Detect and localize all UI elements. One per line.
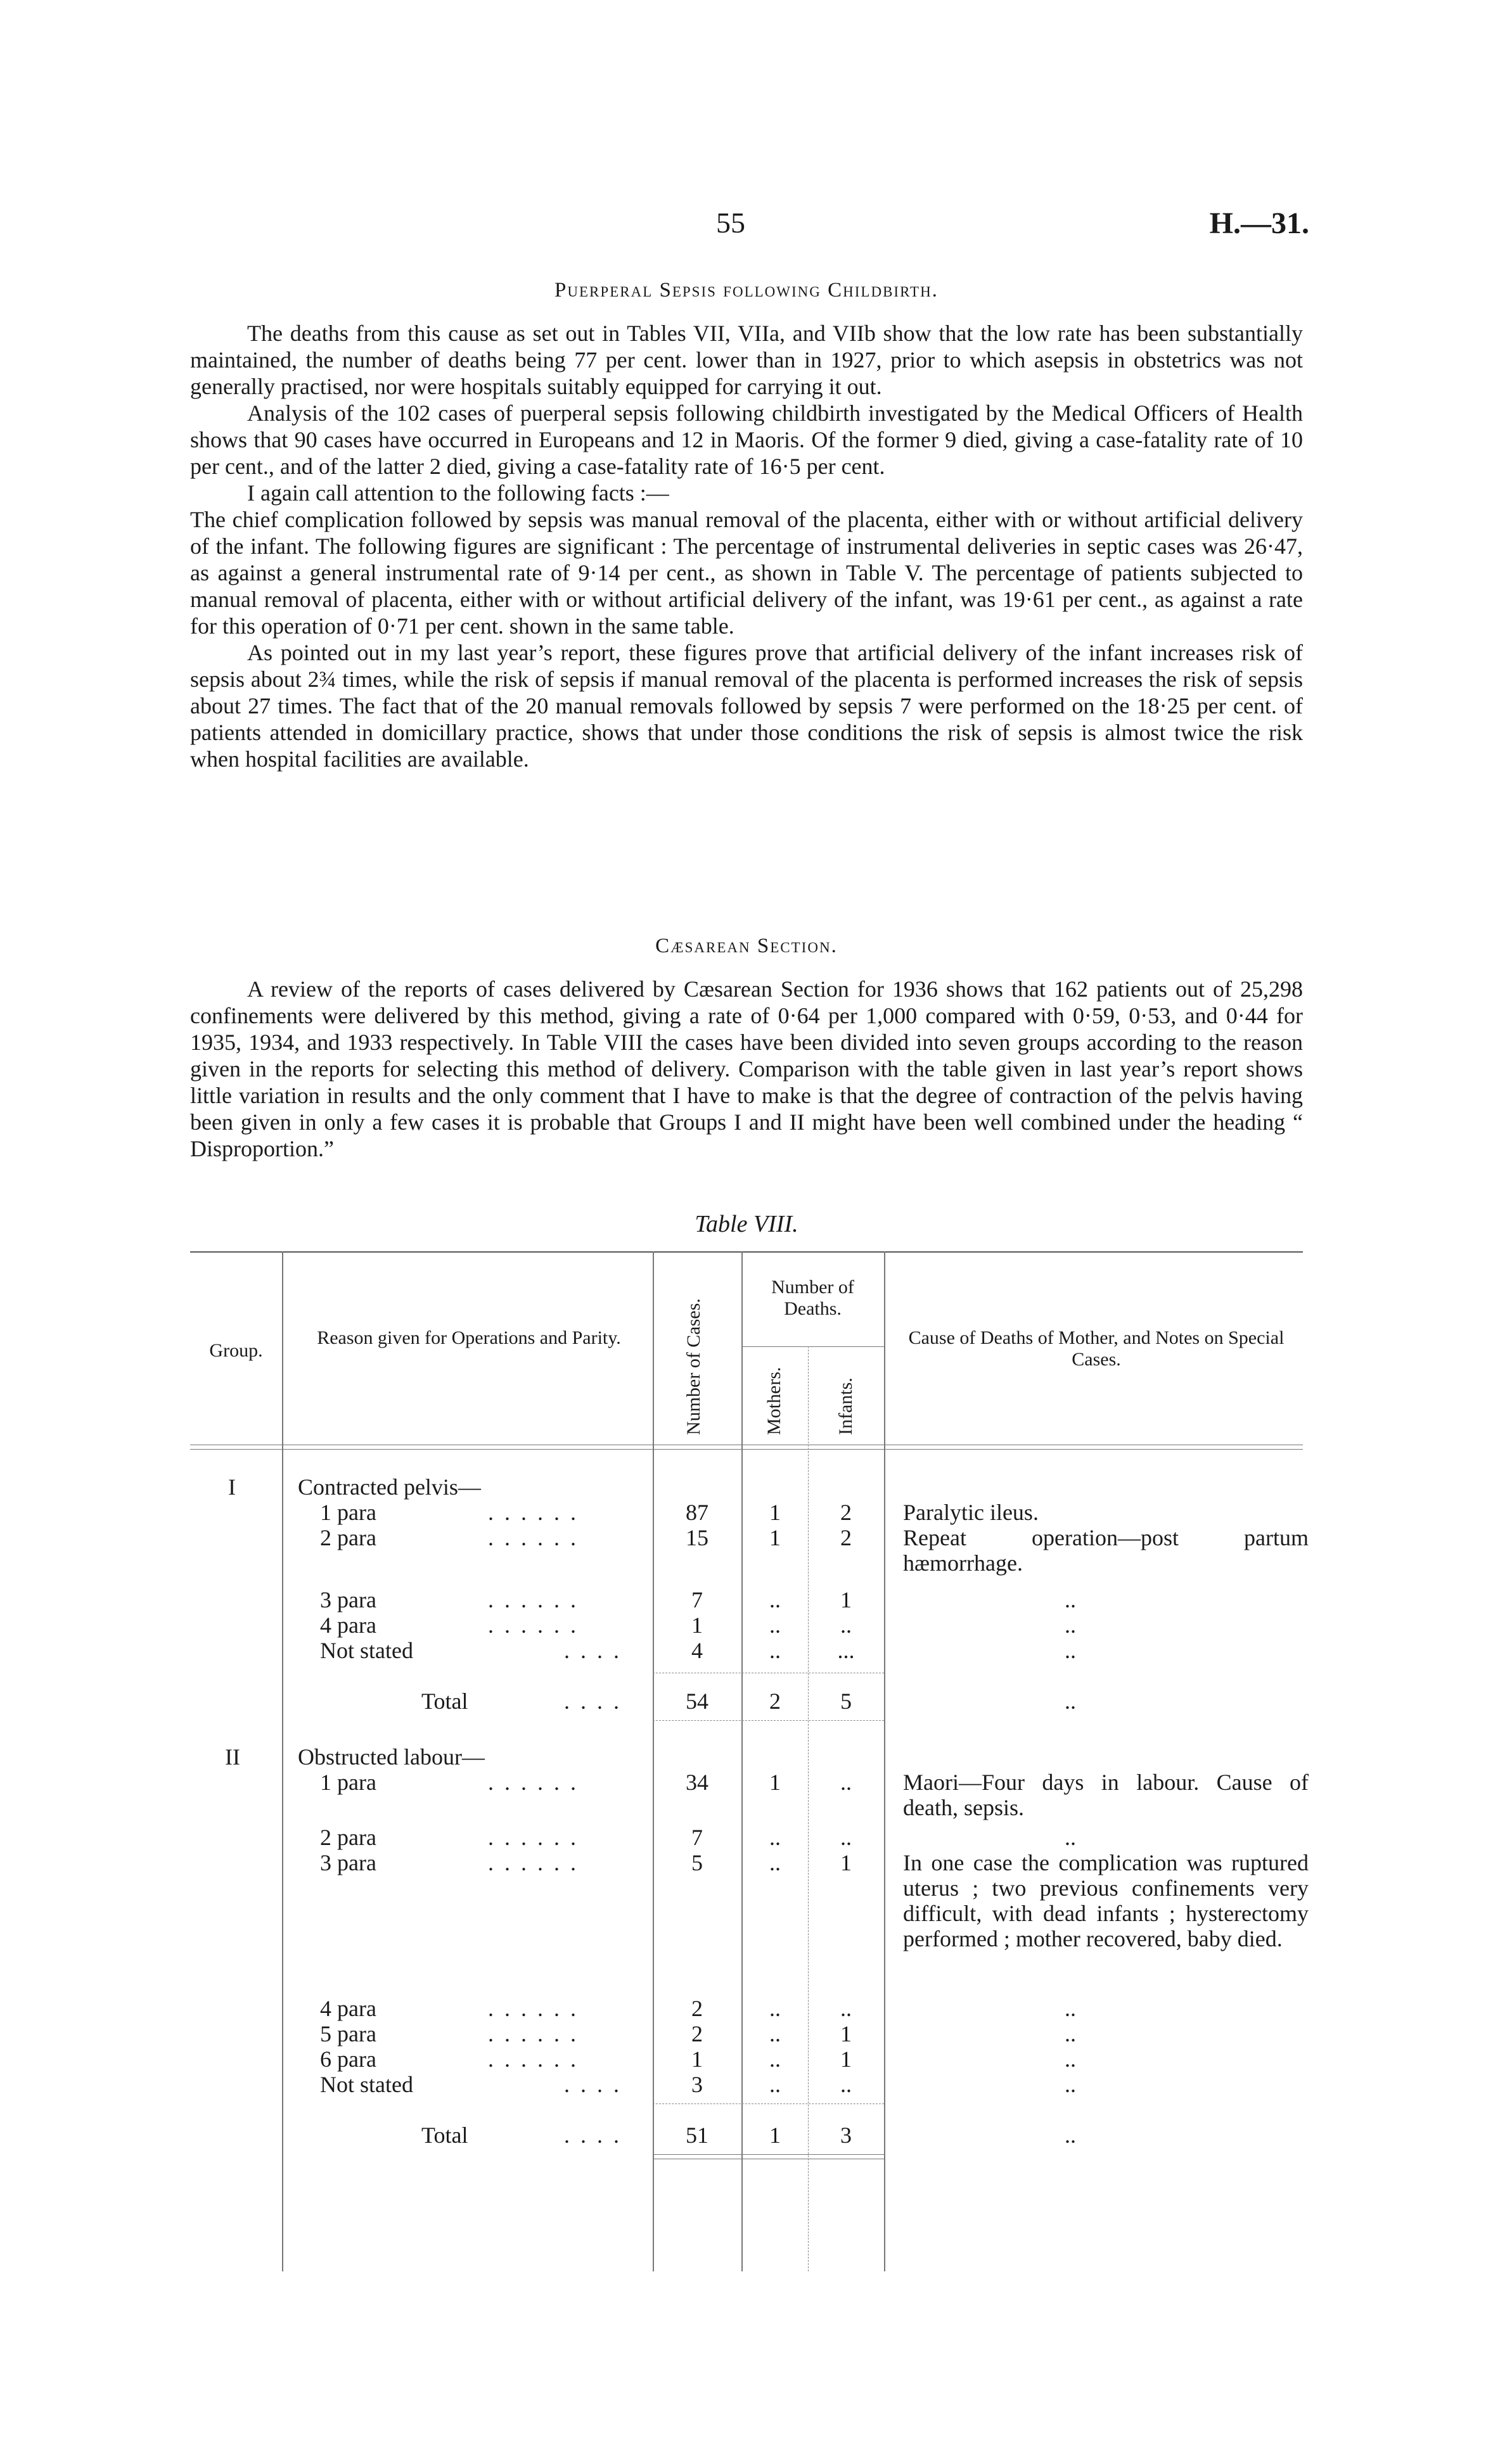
table-caption: Table VIII. — [695, 1211, 798, 1237]
row-label: 4 para — [320, 1612, 376, 1638]
cause-note: .. — [1065, 1825, 1076, 1850]
total-cases-value: 51 — [686, 2122, 708, 2148]
mothers-value: .. — [769, 1996, 781, 2021]
cause-note: .. — [1065, 1688, 1076, 1714]
leader-dots: . . . . . . — [488, 2046, 579, 2072]
infants-value: .. — [840, 1996, 852, 2021]
row-label: Not stated — [320, 1638, 413, 1663]
infants-value: 1 — [840, 2046, 852, 2072]
mothers-value: 1 — [769, 1770, 781, 1795]
total-label: Total — [421, 1688, 468, 1714]
cases-value: 4 — [691, 1638, 703, 1663]
column-rule — [282, 1251, 283, 2271]
cause-note: .. — [1065, 1638, 1076, 1663]
infants-value: ... — [837, 1638, 855, 1663]
infants-value: 2 — [840, 1500, 852, 1525]
cases-value: 2 — [691, 1996, 703, 2021]
header-infants: Infants. — [835, 1377, 856, 1435]
puerperal-sepsis-body — [190, 320, 1303, 772]
leader-dots: . . . . — [564, 2072, 622, 2097]
cause-note: .. — [1065, 2122, 1076, 2148]
infants-value: .. — [840, 1770, 852, 1795]
total-mothers-value: 2 — [769, 1688, 781, 1714]
row-label: Not stated — [320, 2072, 413, 2097]
row-label: 6 para — [320, 2046, 376, 2072]
total-mothers-value: 1 — [769, 2122, 781, 2148]
cause-note: Repeat operation—post partum hæmorrhage. — [903, 1525, 1309, 1576]
leader-dots: . . . . . . — [488, 1850, 579, 1875]
paragraph: I again call attention to the following facts :— — [247, 480, 669, 506]
column-rule — [741, 1251, 743, 2271]
paragraph: The chief complication followed by sepsis was manual removal of the placenta, either with or without artificial delivery of the infant. The following figures are significant : The percentage of instrumental deliveries in septic cases was 26·47, as against a general instrumental rate of 9·14 per cent., as shown in Table V. The percentage of patients subjected to manual removal of placenta, either with or without artificial delivery of the infant, was 19·61 per cent., as against a rate for this operation of 0·71 per cent. shown in the same table. — [190, 507, 1303, 639]
table-top-rule — [190, 1251, 1303, 1253]
cause-note: Paralytic ileus. — [903, 1500, 1039, 1525]
paragraph: A review of the reports of cases delivered by Cæsarean Section for 1936 shows that 162 patients out of 25,298 confinements were delivered by this method, giving a rate of 0·64 per 1,000 compared with 0·59, 0·53, and 0·44 for 1935, 1934, and 1933 respectively. In Table VIII the cases have been divided into seven groups according to the reason given in the reports for selecting this method of delivery. Comparison with the table given in last year’s report shows little variation in results and the only comment that I have to make is that the degree of contraction of the pelvis having been given in only a few cases it is probable that Groups I and II might have been well combined under the heading “ Disproportion.” — [190, 976, 1303, 1161]
row-label: 3 para — [320, 1587, 376, 1612]
mothers-value: .. — [769, 1850, 781, 1875]
cause-note: .. — [1065, 1996, 1076, 2021]
cause-note: .. — [1065, 2072, 1076, 2097]
cases-value: 7 — [691, 1587, 703, 1612]
row-label: 5 para — [320, 2021, 376, 2046]
cases-value: 87 — [686, 1500, 708, 1525]
cases-value: 5 — [691, 1850, 703, 1875]
mothers-value: .. — [769, 2046, 781, 2072]
leader-dots: . . . . — [564, 1638, 622, 1663]
column-rule — [884, 1251, 885, 2271]
total-rule — [653, 2154, 884, 2155]
mothers-value: 1 — [769, 1500, 781, 1525]
deaths-subrule — [741, 1346, 884, 1347]
cause-note: .. — [1065, 2046, 1076, 2072]
total-rule — [653, 1720, 884, 1721]
cause-note: In one case the complication was ruptured uterus ; two previous confinements very difficult, with dead infants ; hysterectomy performed ; mother recovered, baby died. — [903, 1850, 1309, 1951]
header-cause-notes: Cause of Deaths of Mother, and Notes on Special Cases. — [908, 1327, 1285, 1370]
header-group: Group. — [209, 1340, 263, 1361]
cases-value: 1 — [691, 1612, 703, 1638]
total-cases-value: 54 — [686, 1688, 708, 1714]
leader-dots: . . . . . . — [488, 1770, 579, 1795]
leader-dots: . . . . . . — [488, 2021, 579, 2046]
leader-dots: . . . . . . — [488, 1500, 579, 1525]
paragraph: As pointed out in my last year’s report, these figures prove that artificial delivery of the infant increases risk of sepsis about 2¾ times, while the risk of sepsis if manual removal of the placenta is performed increases the risk of sepsis about 27 times. The fact that of the 20 manual removals followed by sepsis 7 were performed on the 18·25 per cent. of patients attended in domicillary practice, shows that under those conditions the risk of sepsis is almost twice the risk when hospital facilities are available. — [190, 640, 1303, 772]
group-title: Contracted pelvis— — [298, 1474, 481, 1500]
leader-dots: . . . . — [564, 1688, 622, 1714]
mothers-value: .. — [769, 1825, 781, 1850]
group-label: II — [225, 1744, 240, 1770]
infants-value: 1 — [840, 1850, 852, 1875]
mothers-value: 1 — [769, 1525, 781, 1550]
mothers-value: .. — [769, 2021, 781, 2046]
header-reason: Reason given for Operations and Parity. — [317, 1327, 621, 1348]
total-label: Total — [421, 2122, 468, 2148]
leader-dots: . . . . . . — [488, 1587, 579, 1612]
mothers-value: .. — [769, 1587, 781, 1612]
leader-dots: . . . . — [564, 2122, 622, 2148]
section-heading-caesarean: Cæsarean Section. — [655, 935, 838, 957]
row-label: 2 para — [320, 1825, 376, 1850]
group-label: I — [228, 1474, 236, 1500]
cases-value: 1 — [691, 2046, 703, 2072]
page-number: 55 — [716, 207, 745, 239]
row-label: 1 para — [320, 1770, 376, 1795]
paragraph: Analysis of the 102 cases of puerperal sepsis following childbirth investigated by the Medical Officers of Health shows that 90 cases have occurred in Europeans and 12 in Maoris. Of the former 9 died, giving a case-fatality rate of 10 per cent., and of the latter 2 died, giving a case-fatality rate of 16·5 per cent. — [190, 400, 1303, 479]
mothers-value: .. — [769, 2072, 781, 2097]
infants-value: 1 — [840, 2021, 852, 2046]
column-rule — [653, 1251, 654, 2271]
table-viii — [190, 1251, 1309, 2278]
row-label: 4 para — [320, 1996, 376, 2021]
leader-dots: . . . . . . — [488, 1825, 579, 1850]
total-infants-value: 3 — [840, 2122, 852, 2148]
row-label: 1 para — [320, 1500, 376, 1525]
cases-value: 3 — [691, 2072, 703, 2097]
leader-dots: . . . . . . — [488, 1996, 579, 2021]
total-infants-value: 5 — [840, 1688, 852, 1714]
cases-value: 7 — [691, 1825, 703, 1850]
header-bottom-rule — [190, 1449, 1303, 1450]
document-reference: H.—31. — [1209, 207, 1309, 240]
leader-dots: . . . . . . — [488, 1612, 579, 1638]
leader-dots: . . . . . . — [488, 1525, 579, 1550]
mothers-value: .. — [769, 1638, 781, 1663]
cause-note: .. — [1065, 1587, 1076, 1612]
cause-note: Maori—Four days in labour. Cause of death, sepsis. — [903, 1770, 1309, 1820]
header-mothers: Mothers. — [764, 1367, 785, 1435]
cases-value: 15 — [686, 1525, 708, 1550]
infants-value: 2 — [840, 1525, 852, 1550]
row-label: 3 para — [320, 1850, 376, 1875]
mothers-value: .. — [769, 1612, 781, 1638]
header-number-of-cases: Number of Cases. — [683, 1298, 704, 1435]
paragraph: The deaths from this cause as set out in Tables VII, VIIa, and VIIb show that the low rate has been substantially maintained, the number of deaths being 77 per cent. lower than in 1927, prior to which asepsis in obstetrics was not generally practised, nor were hospitals suitably equipped for carrying it out. — [190, 321, 1303, 399]
group-title: Obstructed labour— — [298, 1744, 485, 1770]
cases-value: 34 — [686, 1770, 708, 1795]
cause-note: .. — [1065, 1612, 1076, 1638]
caesarean-body — [190, 976, 1303, 1162]
infants-value: 1 — [840, 1587, 852, 1612]
total-rule — [653, 2103, 884, 2104]
infants-value: .. — [840, 2072, 852, 2097]
row-label: 2 para — [320, 1525, 376, 1550]
cause-note: .. — [1065, 2021, 1076, 2046]
section-heading-puerperal-sepsis: Puerperal Sepsis following Childbirth. — [554, 279, 939, 302]
header-number-of-deaths: Number of Deaths. — [771, 1277, 854, 1319]
infants-value: .. — [840, 1825, 852, 1850]
cases-value: 2 — [691, 2021, 703, 2046]
infants-value: .. — [840, 1612, 852, 1638]
